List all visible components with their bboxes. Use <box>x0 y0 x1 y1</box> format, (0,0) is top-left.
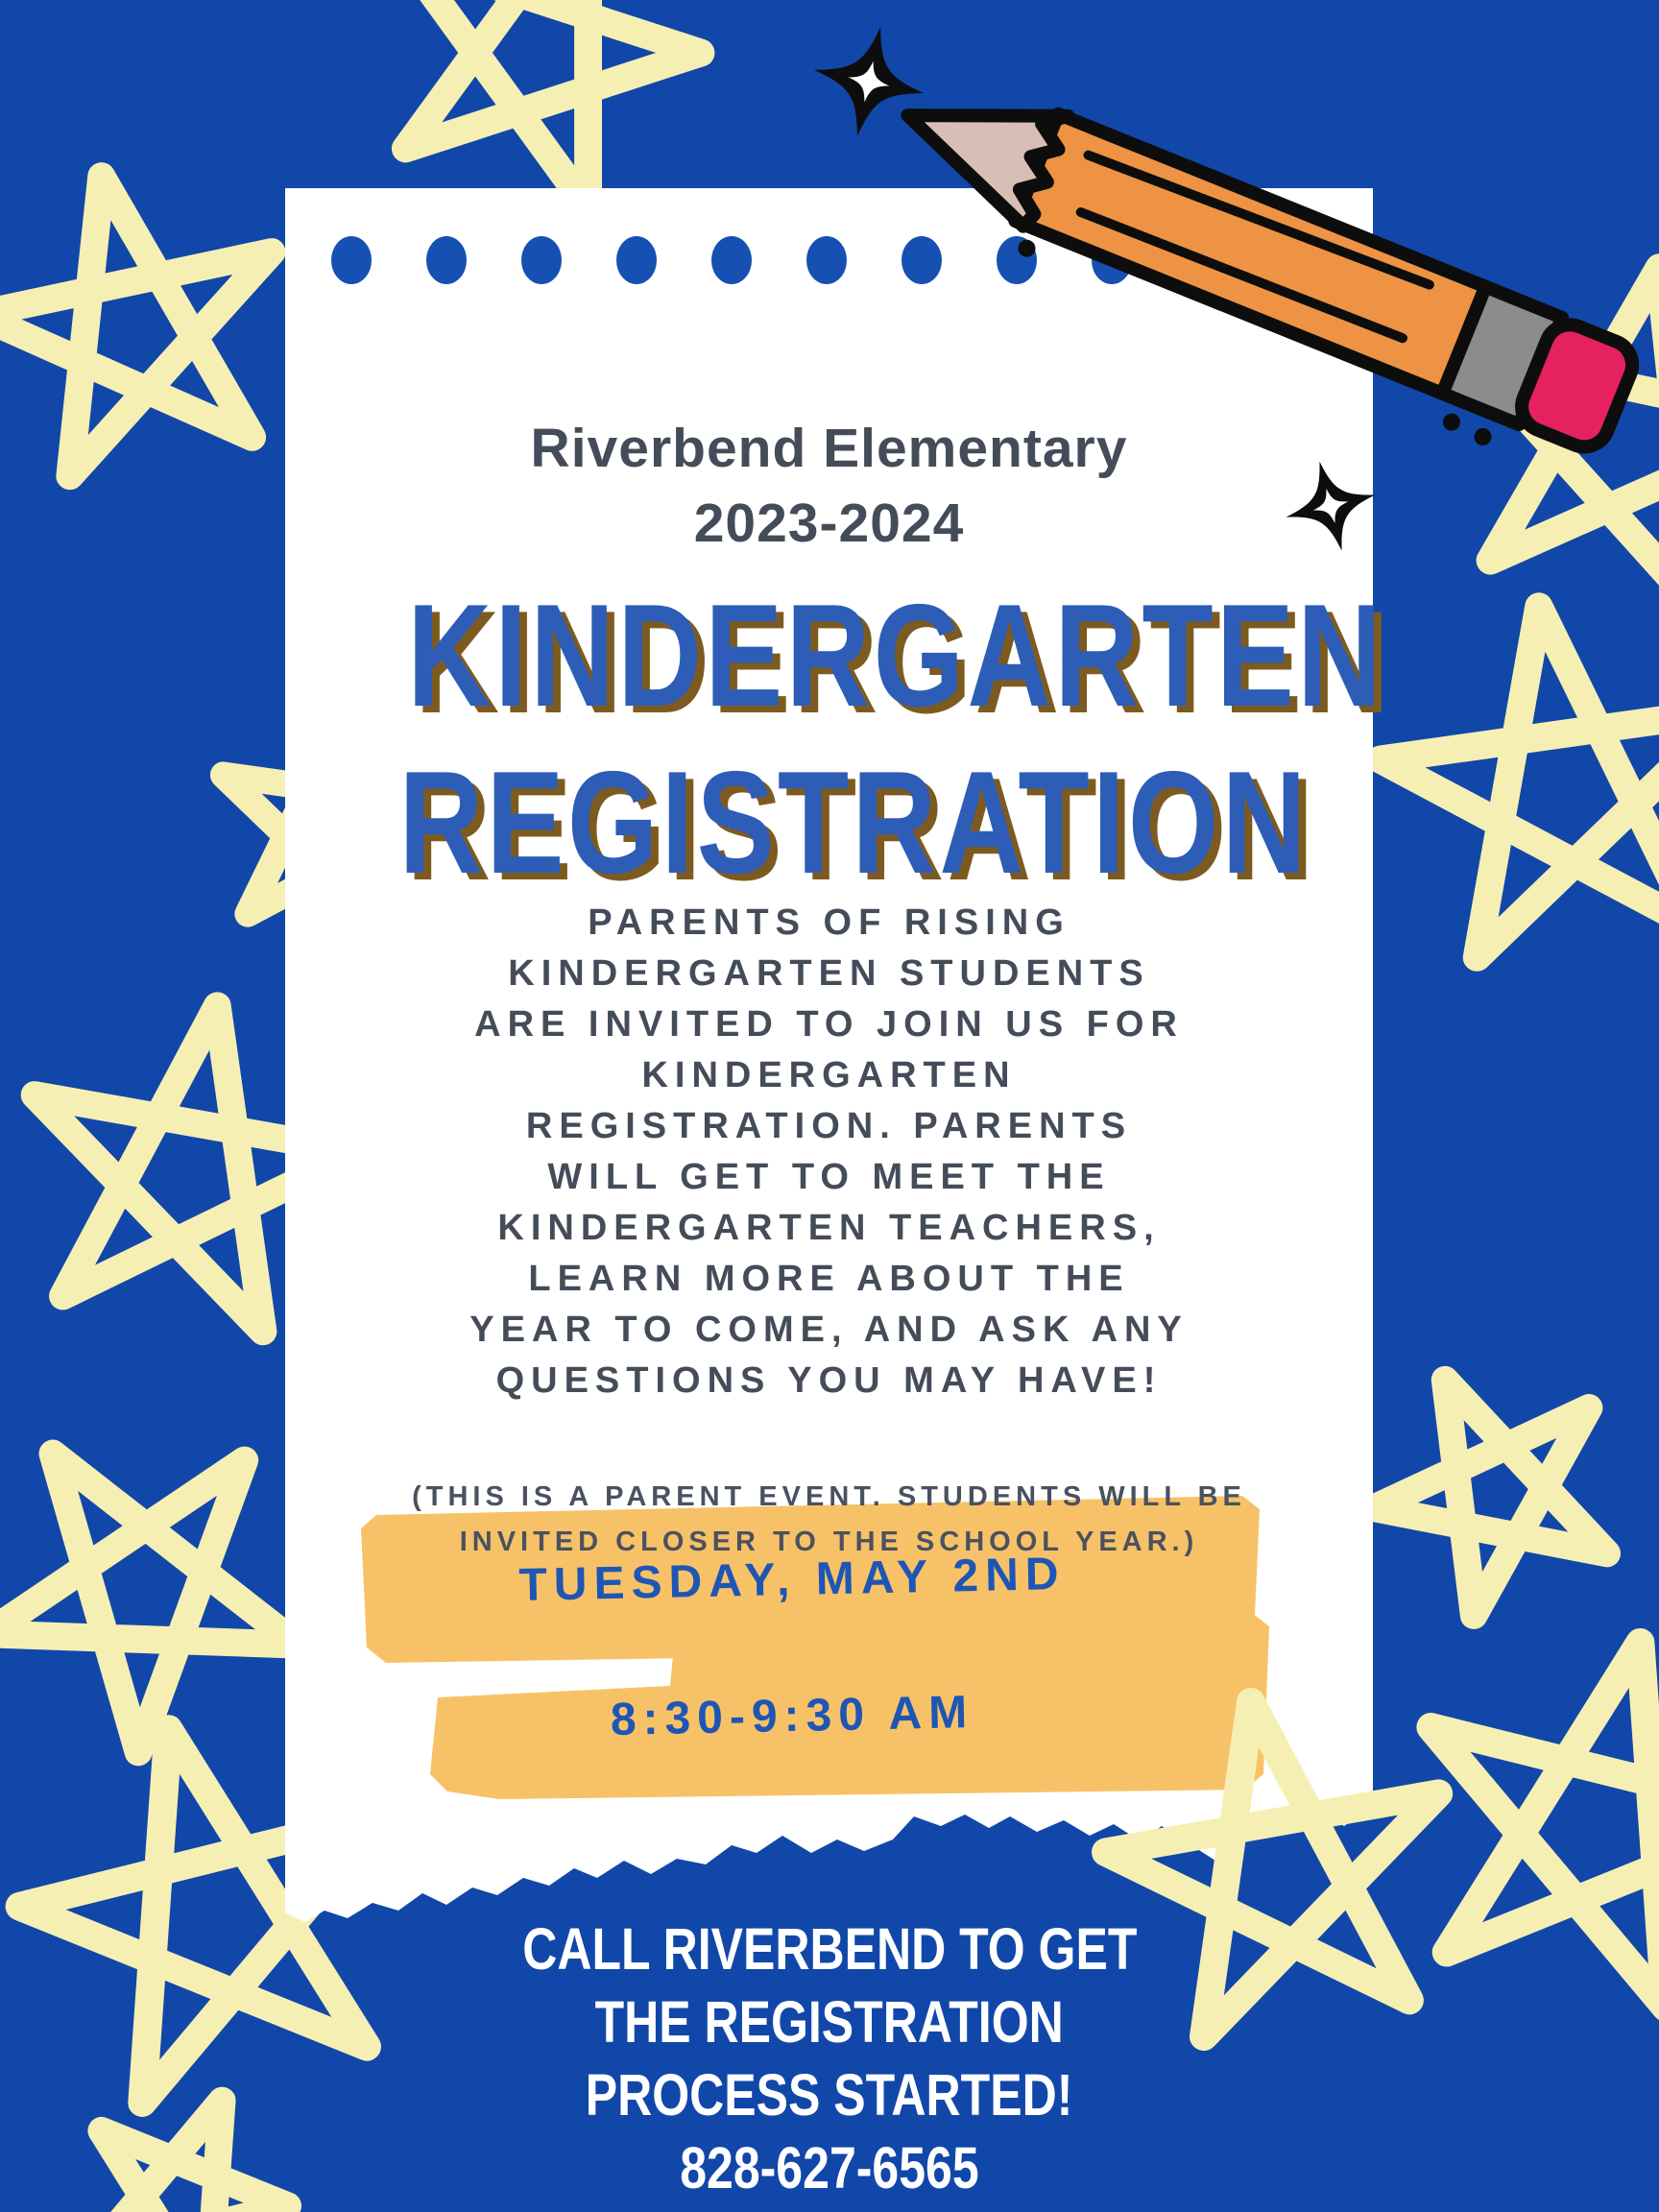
body-line: REGISTRATION. PARENTS <box>525 1106 1133 1146</box>
body-line: PARENTS OF RISING <box>588 902 1070 943</box>
body-line: WILL GET TO MEET THE <box>547 1157 1111 1197</box>
sparkle-icon <box>1275 450 1386 562</box>
note-line: (THIS IS A PARENT EVENT. STUDENTS WILL BE <box>412 1481 1246 1512</box>
title-line-1: KINDERGARTEN <box>407 574 1385 737</box>
school-year: 2023-2024 <box>693 493 965 554</box>
body-line: LEARN MORE ABOUT THE <box>528 1259 1130 1299</box>
note-line: INVITED CLOSER TO THE SCHOOL YEAR.) <box>459 1527 1199 1557</box>
event-time: 8:30-9:30 AM <box>610 1687 974 1745</box>
footer-line: CALL RIVERBEND TO GET <box>521 1916 1138 1982</box>
event-date: TUESDAY, MAY 2ND <box>517 1549 1067 1611</box>
footer-line: THE REGISTRATION <box>594 1989 1065 2055</box>
sparkle-icon <box>803 15 935 148</box>
body-line: QUESTIONS YOU MAY HAVE! <box>495 1360 1163 1401</box>
school-name: Riverbend Elementary <box>530 418 1128 479</box>
body-line: YEAR TO COME, AND ASK ANY <box>469 1310 1189 1350</box>
title-line-2: REGISTRATION <box>398 741 1310 904</box>
body-line: KINDERGARTEN STUDENTS <box>508 953 1150 994</box>
body-line: ARE INVITED TO JOIN US FOR <box>474 1004 1184 1045</box>
body-line: KINDERGARTEN <box>641 1055 1017 1095</box>
footer-line: PROCESS STARTED! <box>586 2062 1073 2128</box>
phone-number: 828-627-6565 <box>680 2135 979 2200</box>
body-line: KINDERGARTEN TEACHERS, <box>497 1208 1161 1248</box>
